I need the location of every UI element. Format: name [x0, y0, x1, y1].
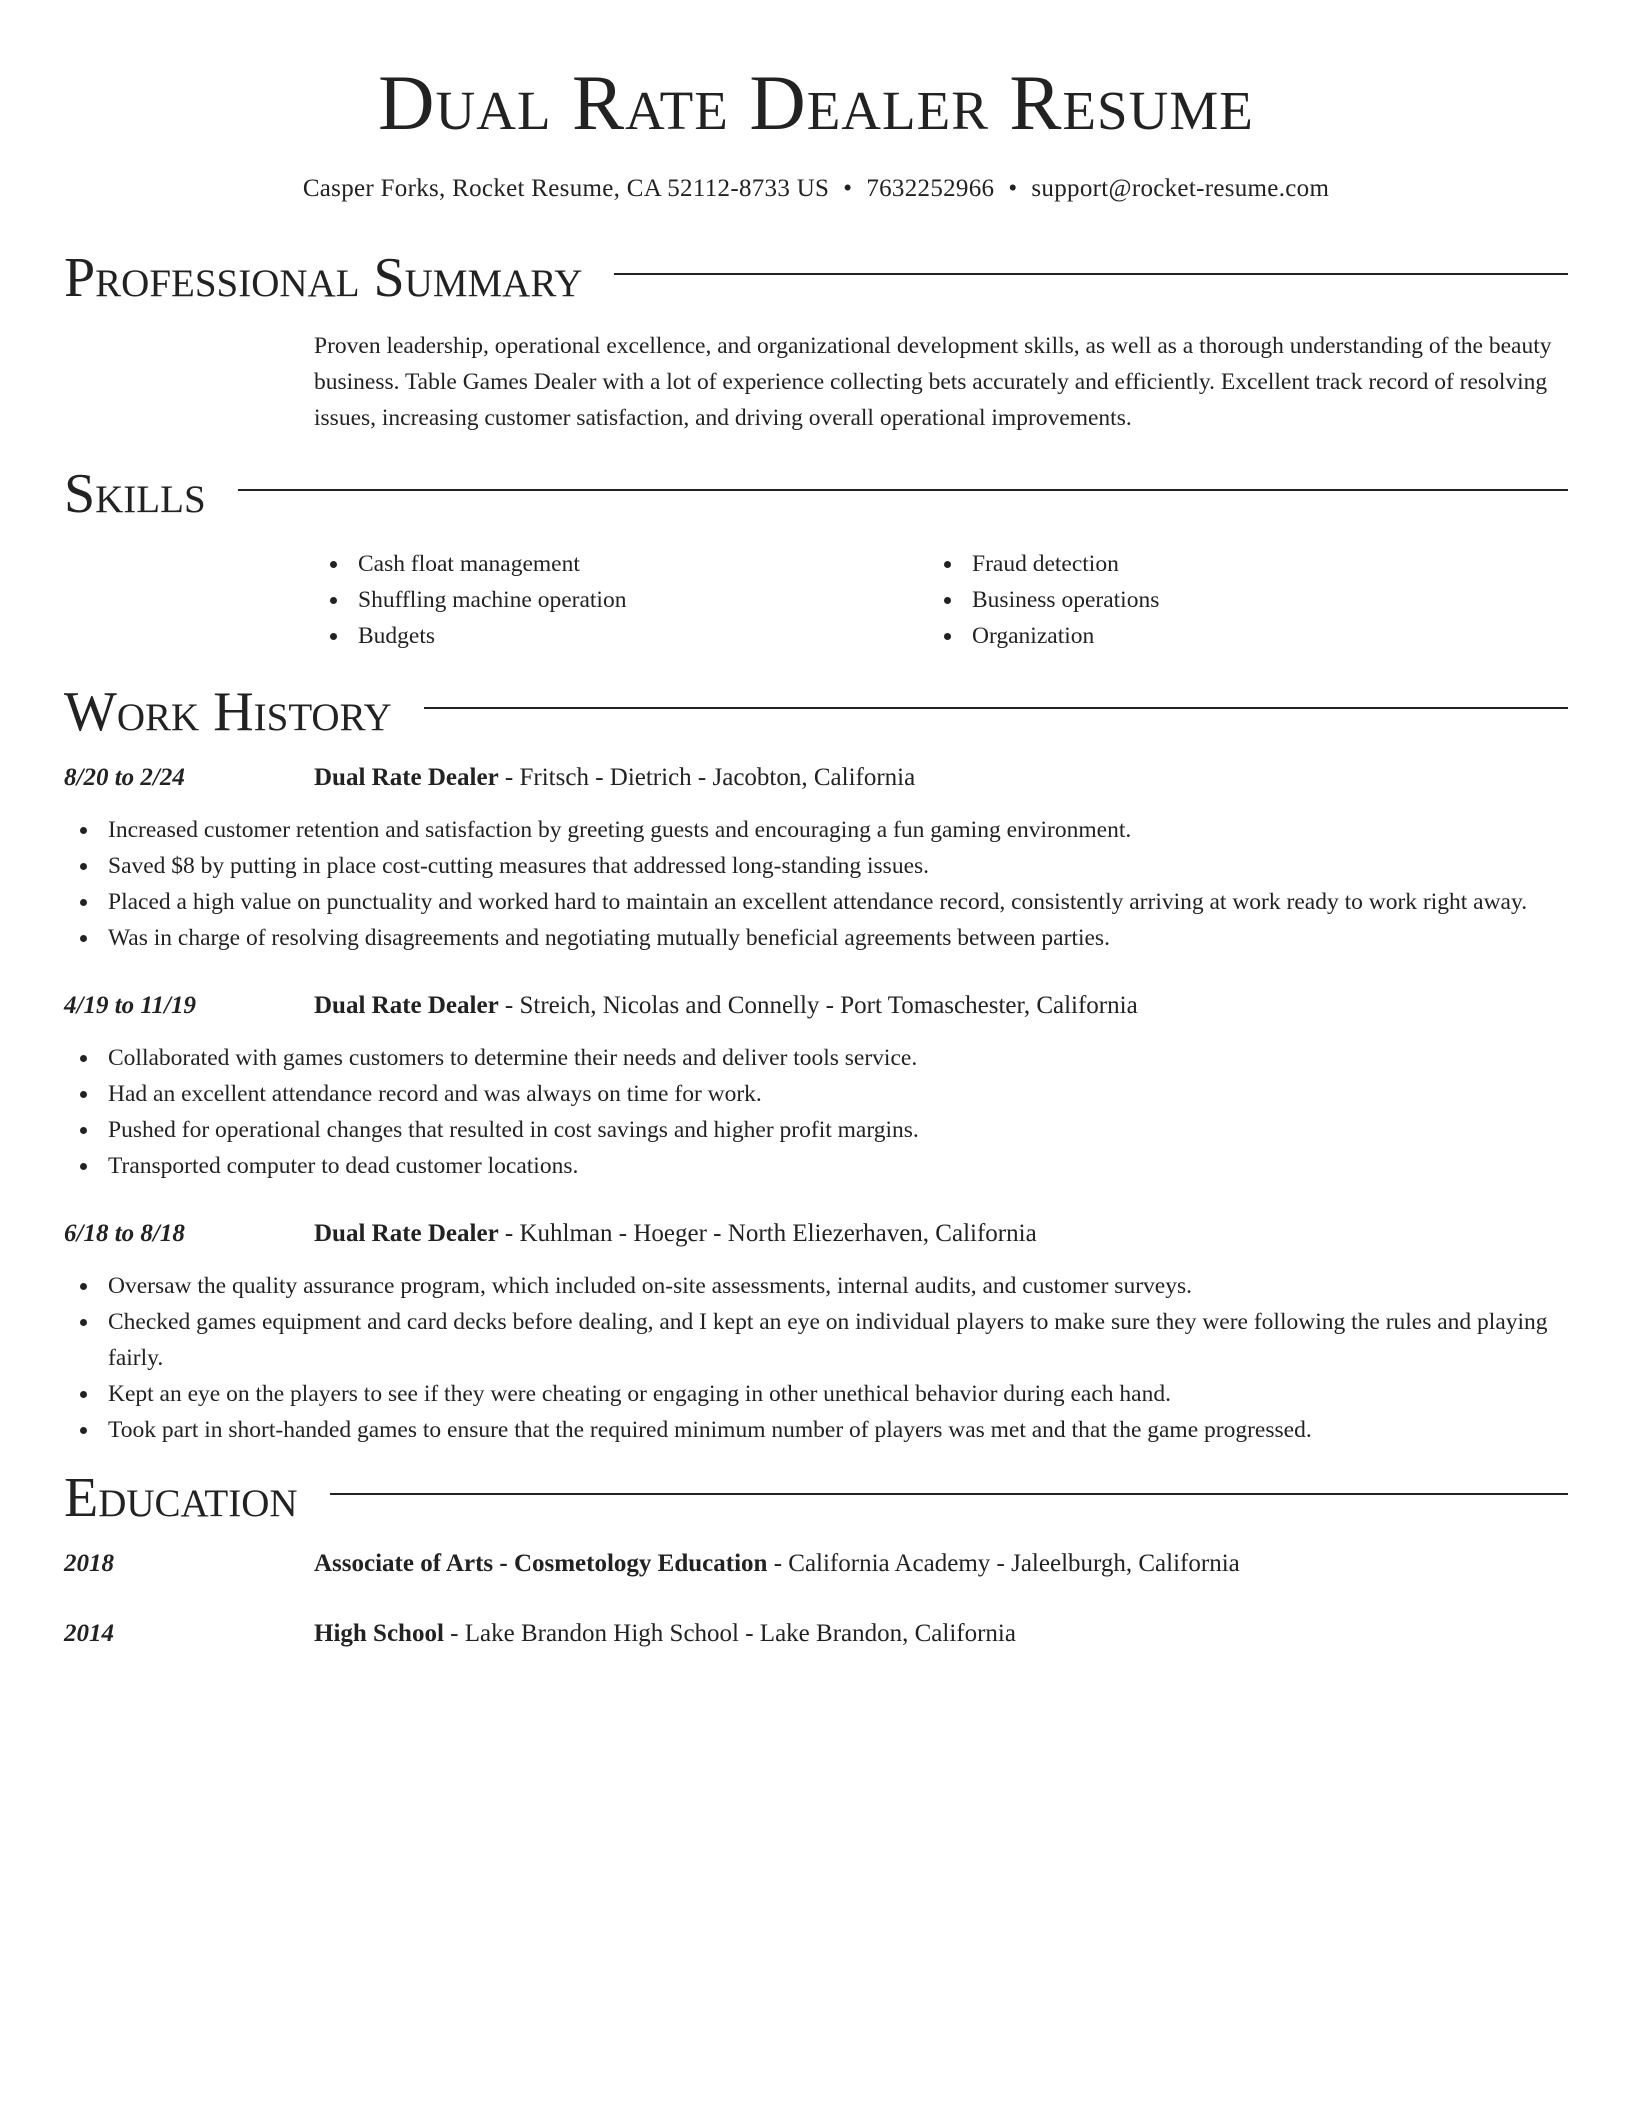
- contact-separator: •: [843, 175, 853, 202]
- contact-address: Casper Forks, Rocket Resume, CA 52112-8733 US: [302, 175, 830, 202]
- job-details: - Streich, Nicolas and Connelly - Port Tomaschester, California: [498, 992, 1138, 1019]
- education-degree: High School: [314, 1620, 444, 1647]
- job-heading: [314, 988, 1138, 1024]
- job-details: - Fritsch - Dietrich - Jacobton, California: [498, 764, 916, 791]
- job-entry: [64, 760, 1568, 956]
- skill-item: Shuffling machine operation: [314, 582, 928, 618]
- job-bullet: Kept an eye on the players to see if they were cheating or engaging in other unethical behavior during each hand.: [64, 1376, 1568, 1412]
- section-title-summary: Professional Summary: [64, 247, 583, 309]
- job-dates: 6/18 to 8/18: [64, 1220, 185, 1247]
- job-dates: 4/19 to 11/19: [64, 992, 196, 1019]
- job-heading: [314, 1216, 1037, 1252]
- section-title-education: Education: [64, 1467, 298, 1529]
- job-title: Dual Rate Dealer: [314, 764, 499, 791]
- section-divider: [424, 707, 1568, 709]
- job-header: [64, 760, 1568, 796]
- job-dates: 8/20 to 2/24: [64, 764, 185, 791]
- contact-phone: 7632252966: [866, 175, 995, 202]
- job-header: [64, 1216, 1568, 1252]
- skills-grid: [314, 546, 1568, 654]
- job-bullet: Pushed for operational changes that resulted in cost savings and higher profit margins.: [64, 1112, 1568, 1148]
- job-bullets: [64, 812, 1568, 956]
- section-divider: [614, 273, 1568, 275]
- education-year: 2014: [64, 1620, 114, 1647]
- education-details: - Lake Brandon High School - Lake Brandon, California: [443, 1620, 1016, 1647]
- job-entry: [64, 988, 1568, 1184]
- skill-item: Fraud detection: [928, 546, 1542, 582]
- education-entry: [64, 1546, 1568, 1582]
- job-header: [64, 988, 1568, 1024]
- job-entry: [64, 1216, 1568, 1448]
- job-bullet: Collaborated with games customers to determine their needs and deliver tools service.: [64, 1040, 1568, 1076]
- job-bullet: Oversaw the quality assurance program, which included on-site assessments, internal audits, and customer surveys.: [64, 1268, 1568, 1304]
- skills-column-right: [928, 546, 1542, 654]
- education-heading: [314, 1616, 1016, 1652]
- job-bullet: Took part in short-handed games to ensure that the required minimum number of players was met and that the game progressed.: [64, 1412, 1568, 1448]
- job-bullet: Placed a high value on punctuality and worked hard to maintain an excellent attendance record, consistently arriving at work ready to work right away.: [64, 884, 1568, 920]
- section-divider: [330, 1493, 1568, 1495]
- education-heading: [314, 1546, 1240, 1582]
- job-heading: [314, 760, 915, 796]
- education-degree: Associate of Arts - Cosmetology Education: [314, 1550, 768, 1577]
- job-bullet: Saved $8 by putting in place cost-cutting measures that addressed long-standing issues.: [64, 848, 1568, 884]
- section-title-skills: Skills: [64, 463, 206, 525]
- education-entry: [64, 1616, 1568, 1652]
- section-divider: [238, 489, 1568, 491]
- skill-item: Business operations: [928, 582, 1542, 618]
- education-year: 2018: [64, 1550, 114, 1577]
- resume-page: [64, 0, 1568, 1652]
- job-bullet: Had an excellent attendance record and was always on time for work.: [64, 1076, 1568, 1112]
- skill-item: Cash float management: [314, 546, 928, 582]
- education-section-header: [64, 1466, 1568, 1530]
- summary-section-header: [64, 246, 1568, 310]
- job-bullet: Increased customer retention and satisfaction by greeting guests and encouraging a fun gaming environment.: [64, 812, 1568, 848]
- job-title: Dual Rate Dealer: [314, 992, 499, 1019]
- section-title-work: Work History: [64, 681, 392, 743]
- contact-line: [64, 174, 1568, 204]
- skills-column-left: [314, 546, 928, 654]
- education-details: - California Academy - Jaleelburgh, California: [767, 1550, 1240, 1577]
- summary-text: Proven leadership, operational excellence, and organizational development skills, as well as a thorough understanding of the beauty business. Table Games Dealer with a lot of experience collecting bets accurately and efficiently. Excellent track record of resolving issues, increasing customer satisfaction, and driving overall operational improvements.: [314, 333, 1552, 431]
- job-bullet: Transported computer to dead customer locations.: [64, 1148, 1568, 1184]
- job-title: Dual Rate Dealer: [314, 1220, 499, 1247]
- job-bullets: [64, 1268, 1568, 1448]
- job-details: - Kuhlman - Hoeger - North Eliezerhaven, California: [498, 1220, 1037, 1247]
- contact-email: support@rocket-resume.com: [1031, 175, 1330, 202]
- job-bullets: [64, 1040, 1568, 1184]
- contact-separator: •: [1008, 175, 1018, 202]
- skill-item: Budgets: [314, 618, 928, 654]
- job-bullet: Checked games equipment and card decks before dealing, and I kept an eye on individual players to make sure they were following the rules and playing fairly.: [64, 1304, 1568, 1376]
- work-section-header: [64, 680, 1568, 744]
- skill-item: Organization: [928, 618, 1542, 654]
- job-bullet: Was in charge of resolving disagreements and negotiating mutually beneficial agreements between parties.: [64, 920, 1568, 956]
- resume-name: Dual Rate Dealer Resume: [378, 59, 1254, 146]
- skills-section-header: [64, 462, 1568, 526]
